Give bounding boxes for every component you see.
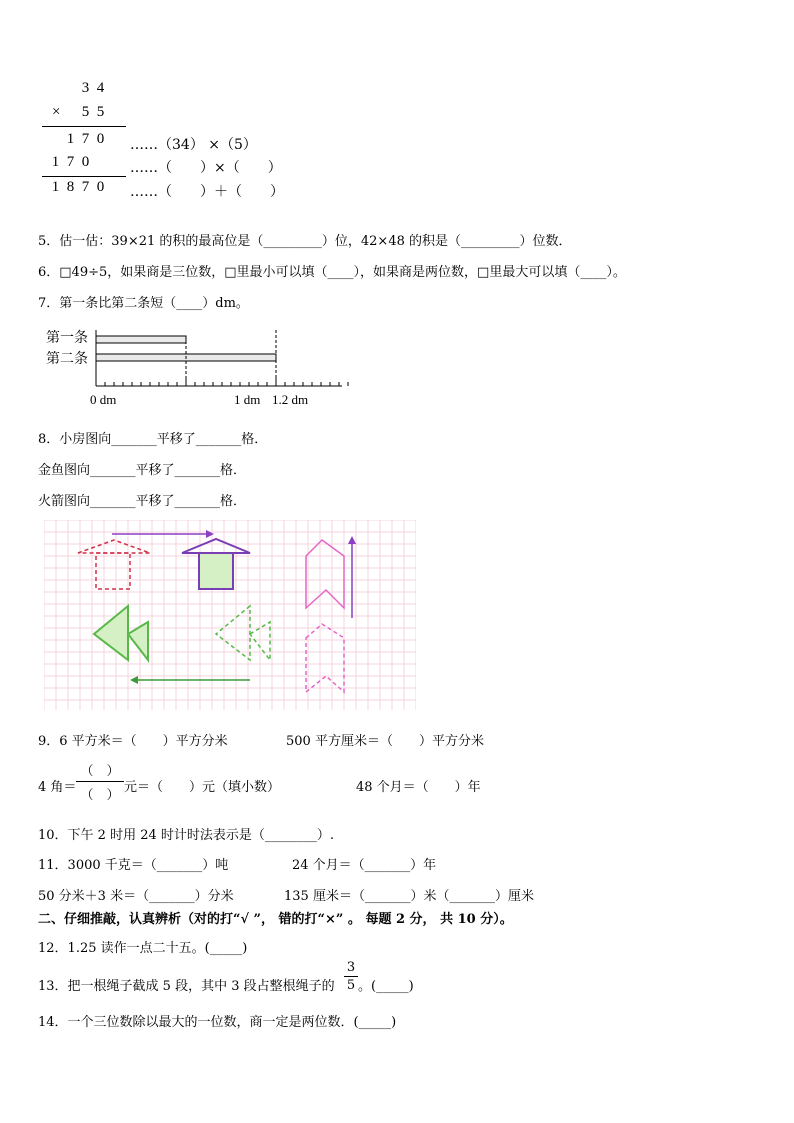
question-13-suffix: 。(_____) (358, 979, 414, 994)
mult-note-3: ……（ ）＋（ ） (130, 184, 284, 200)
question-9-b: 500 平方厘米＝（ ）平方分米 (286, 734, 484, 749)
fraction-bottom: （ ） (80, 788, 120, 803)
ruler-label-second: 第二条 (46, 352, 88, 367)
arrow-rocket-head (348, 536, 356, 544)
question-14: 14．一个三位数除以最大的一位数，商一定是两位数．(_____) (38, 1015, 397, 1030)
fraction-den: 5 (346, 978, 356, 993)
question-11-a: 11．3000 千克＝（_______）吨 (38, 858, 229, 873)
mult-line-2 (42, 176, 126, 177)
mult-row-4: 1 7 0 (51, 154, 90, 170)
grid-lines (44, 520, 416, 710)
question-13-prefix: 13．把一根绳子截成 5 段，其中 3 段占整根绳子的 (38, 979, 335, 994)
translation-grid (44, 520, 416, 710)
fraction-bar (76, 781, 124, 782)
question-11-b: 24 个月＝（_______）年 (292, 858, 437, 873)
fraction-line (344, 976, 358, 977)
mult-note-1: ……（34） ×（5） (130, 137, 257, 153)
question-9-d: 48 个月＝（ ）年 (356, 780, 481, 795)
question-11-c: 50 分米＋3 米＝（_______）分米 (38, 889, 234, 904)
rocket-moved (306, 540, 344, 608)
question-8-line2: 金鱼图向_______平移了_______格． (38, 463, 247, 478)
house-original (78, 540, 150, 589)
mult-sign: × (52, 104, 61, 120)
question-9-c-suffix: 元＝（ ）元（填小数） (124, 780, 281, 795)
question-12: 12．1.25 读作一点二十五。(_____) (38, 941, 248, 956)
fraction-top: （ ） (80, 764, 120, 779)
mult-row-5: 1 8 7 0 (51, 179, 105, 195)
question-6: 6．□49÷5，如果商是三位数，□里最小可以填（____），如果商是两位数，□里最大可以填（____）。 (38, 265, 626, 280)
question-11-d: 135 厘米＝（_______）米（_______）厘米 (284, 889, 534, 904)
tick-label-1: 1 dm (234, 392, 261, 407)
ruler-ticks (96, 378, 348, 386)
rocket-original (306, 624, 344, 692)
tick-label-12: 1.2 dm (272, 392, 309, 407)
arrow-fish-head (130, 676, 138, 684)
question-9-a: 9．6 平方米＝（ ）平方分米 (38, 734, 228, 749)
question-8-line3: 火箭图向_______平移了_______格． (38, 494, 247, 509)
mult-note-2: ……（ ）×（ ） (130, 160, 282, 176)
house-moved (182, 539, 250, 589)
question-8-line1: 8．小房图向_______平移了_______格． (38, 432, 268, 447)
ruler-label-first: 第一条 (46, 331, 88, 346)
fraction-num: 3 (346, 960, 356, 975)
tick-label-0: 0 dm (90, 392, 117, 407)
mult-row-1: 3 4 (81, 80, 105, 96)
question-7: 7．第一条比第二条短（____）dm。 (38, 296, 249, 311)
question-13-fraction (344, 960, 358, 993)
mult-row-2: 5 5 (81, 104, 105, 120)
question-9-fraction (76, 760, 124, 803)
question-9-c-prefix: 4 角＝ (38, 780, 77, 795)
question-10: 10．下午 2 时用 24 时计时法表示是（________）. (38, 828, 335, 843)
bar-first (96, 336, 186, 343)
arrow-house-head (206, 530, 214, 538)
section-2-heading: 二、仔细推敲，认真辨析（对的打“√ ”， 错的打“×” 。 每题 2 分， 共 10 分）。 (38, 912, 513, 927)
ruler-figure (40, 322, 360, 414)
mult-row-3: 1 7 0 (66, 131, 105, 147)
mult-line-1 (42, 126, 126, 127)
question-5: 5．估一估：39×21 的积的最高位是（_________）位，42×48 的积是（_________）位数． (38, 234, 572, 249)
